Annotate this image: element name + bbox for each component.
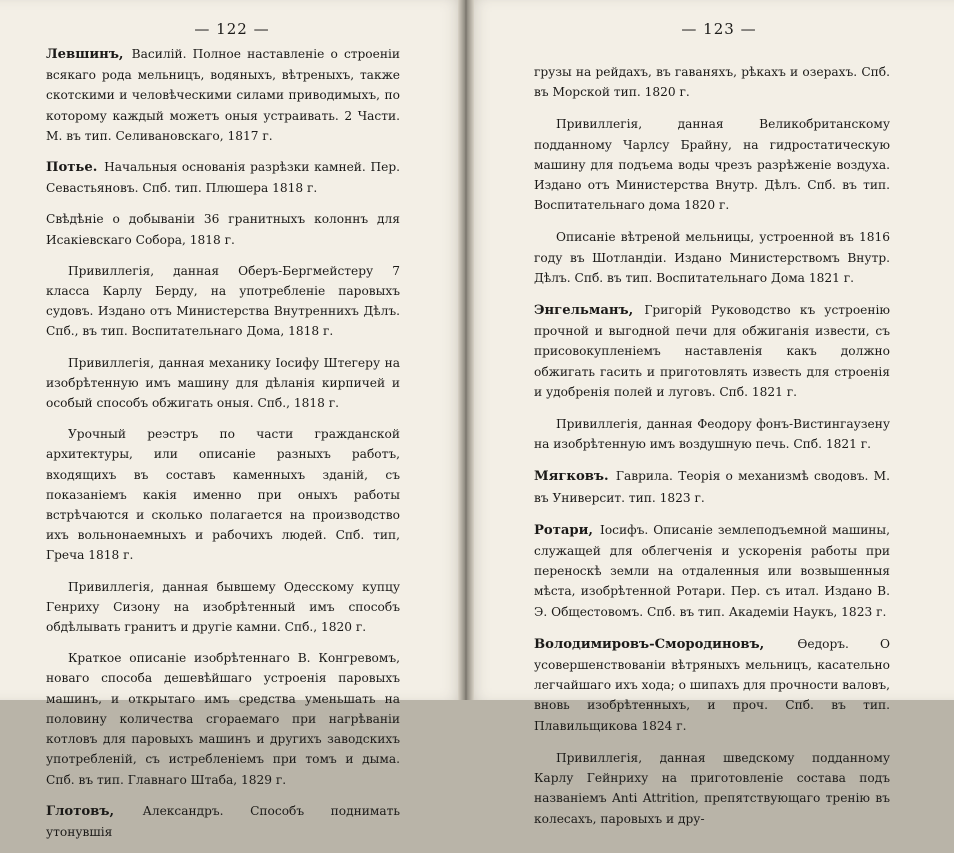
entry-volodimirov: Володимировъ-Смородиновъ, Өедоръ. О усовершенствованіи вѣтряныхъ мельницъ, касательно легчайшаго ихъ хода; о шипахъ для прочности валовъ, вновь изобрѣтенныхъ, и проч. Спб. въ тип. Плавильщикова 1824 г.	[534, 636, 890, 733]
left-page	[0, 0, 466, 839]
page-number-right: — 123 —	[681, 20, 757, 38]
entry-privilege-shteger: Привиллегія, данная механику Іосифу Штегеру на изобрѣтенную имъ машину для дѣланія кирпичей и особый способъ обжигать оныя. Спб., 1818 г.	[46, 355, 400, 411]
entry-continuation: грузы на рейдахъ, въ гаваняхъ, рѣкахъ и озерахъ. Спб. въ Морской тип. 1820 г.	[534, 65, 890, 100]
entry-privilege-vistingauzen: Привиллегія, данная Феодору фонъ-Вистингаузену на изобрѣтенную имъ воздушную печь. Спб. 1821 г.	[534, 417, 890, 452]
entry-privilege-brain: Привиллегія, данная Великобританскому подданному Чарлсу Брайну, на гидростатическую машину для подъема воды чрезъ разрѣженіе воздуха. Издано отъ Министерства Внутр. Дѣлъ. Спб. въ тип. Воспитательнаго дома 1820 г.	[534, 117, 890, 213]
entry-glotov: Глотовъ, Александръ. Способъ поднимать утонувшія	[46, 803, 401, 839]
entry-engelman: Энгельманъ, Григорій Руководство къ устроенію прочной и выгодной печи для обжиганія извести, съ присовокупленіемъ наставленія какъ должно обжигать гасить и приготовлять известь для строенія и удобренія полей и луговъ. Спб. 1821 г.	[534, 303, 891, 399]
entry-windmill-scotland: Описаніе вѣтреной мельницы, устроенной въ 1816 году въ Шотландіи. Издано Министерствомъ Внутр. Дѣлъ. Спб. въ тип. Воспитательнаго Дома 1821 г.	[534, 230, 890, 285]
entry-rotari: Ротари, Іосифъ. Описаніе землеподъемной машины, служащей для облегченія и ускоренія работы при переноскѣ земли на отдаленныя или возвышенныя мѣста, изобрѣтенной Ротари. Пер. съ итал. Издано В. Э. Общестовомъ. Спб. въ тип. Академіи Наукъ, 1823 г.	[534, 522, 891, 619]
entry-kongrev: Краткое описаніе изобрѣтеннаго В. Конгревомъ, новаго способа дешевѣйшаго устроенія паровыхъ машинъ, и открытаго имъ средства уменьшать на половину количества сгораемаго при нагрѣваніи котловъ для паровыхъ машинъ и другихъ заводскихъ употребленій, съ истребленіемъ при томъ и дыма. Спб. въ тип. Главнаго Штаба, 1829 г.	[46, 651, 400, 787]
entry-urochny-reestr: Урочный реэстръ по части гражданской архитектуры, или описаніе разныхъ работъ, входящихъ въ составъ каменныхъ зданій, съ показаніемъ какія именно при оныхъ работы встрѣчаются и сколько полагается на производство ихъ вольнонаемныхъ и рабочихъ людей. Спб. тип, Греча 1818 г.	[46, 427, 400, 563]
entry-levshin: Левшинъ, Василій. Полное наставленіе о строеніи всякаго рода мельницъ, водяныхъ, вѣтреныхъ, также скотскими и человѣческими силами приводимыхъ, по которому каждый можетъ оныя устраивать. 2 Части. М. въ тип. Селивановскаго, 1817 г.	[46, 47, 401, 143]
book-gutter	[458, 0, 474, 700]
entry-granite-columns: Свѣдѣніе о добываніи 36 гранитныхъ колоннъ для Исакіевскаго Собора, 1818 г.	[46, 212, 400, 247]
entry-myagkov: Мягковъ. Гаврила. Теорія о механизмѣ сводовъ. М. въ Университ. тип. 1823 г.	[534, 469, 891, 505]
entry-privilege-geinrikh: Привиллегія, данная шведскому подданному Карлу Гейнриху на приготовленіе состава подъ названіемъ Anti Attrition, препятствующаго тренію въ колесахъ, паровыхъ и дру-	[534, 750, 890, 826]
entry-potye: Потье. Начальныя основанія разрѣзки камней. Пер. Севастьяновъ. Спб. тип. Плюшера 1818 г.	[46, 160, 401, 196]
entry-privilege-berd: Привиллегія, данная Оберъ-Бергмейстеру 7 класса Карлу Берду, на употребленіе паровыхъ судовъ. Издано отъ Министерства Внутреннихъ Дѣлъ. Спб., въ тип. Воспитательнаго Дома, 1818 г.	[46, 263, 400, 339]
right-page-text	[534, 62, 890, 841]
left-page-text	[46, 44, 400, 853]
entry-privilege-sizon: Привиллегія, данная бывшему Одесскому купцу Генриху Сизону на изобрѣтенный имъ способъ обдѣлывать гранитъ и другіе камни. Спб., 1820 г.	[46, 579, 400, 635]
right-page	[466, 0, 954, 826]
page-number-left: — 122 —	[194, 20, 270, 38]
